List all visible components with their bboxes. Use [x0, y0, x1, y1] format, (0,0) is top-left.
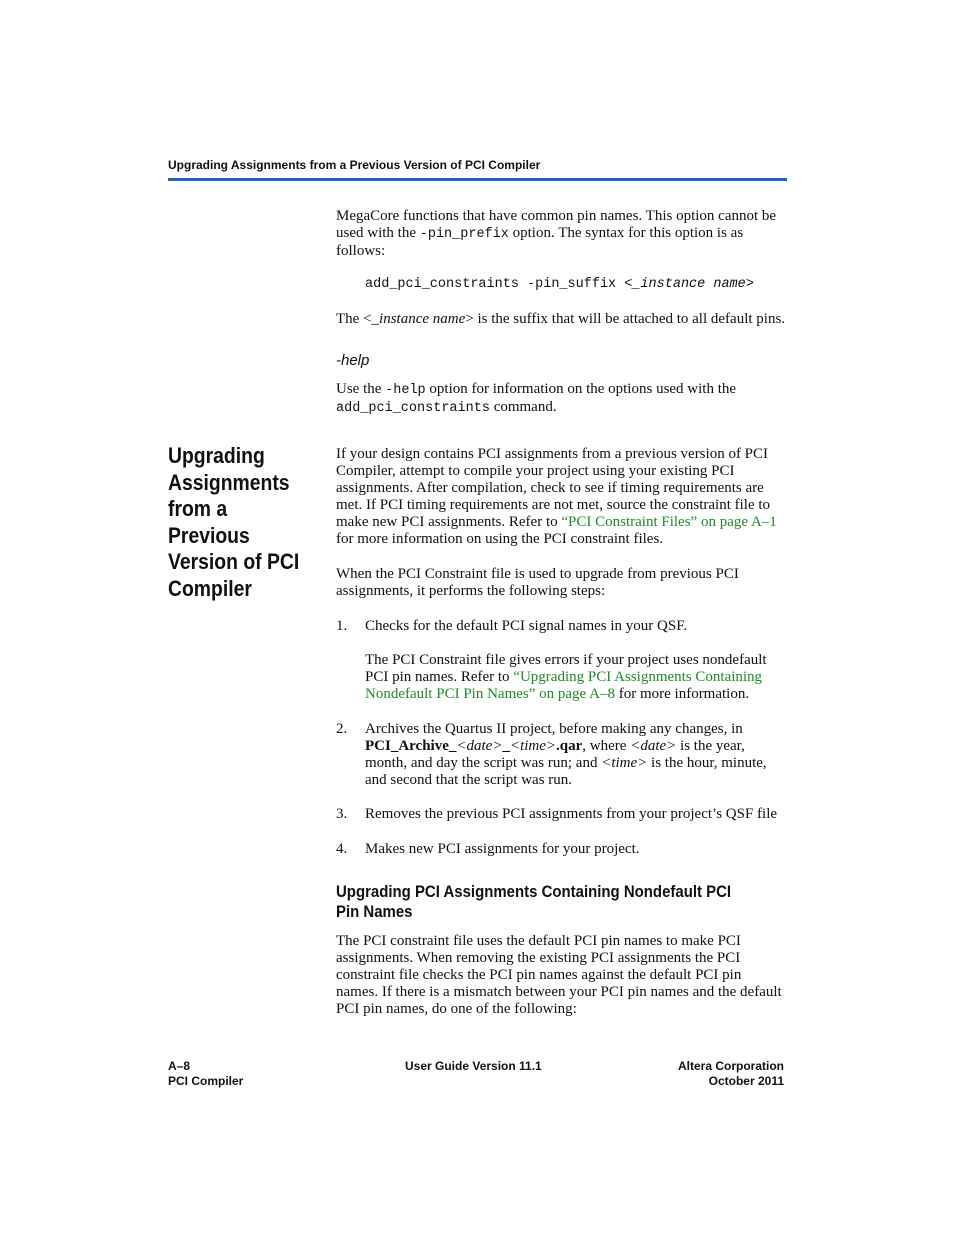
- step-text: Removes the previous PCI assignments from your project’s QSF file: [365, 806, 778, 822]
- step-text: Checks for the default PCI signal names in your QSF.: [365, 618, 688, 634]
- step-number: 2.: [336, 721, 348, 737]
- subsection-heading: Upgrading PCI Assignments Containing Nondefault PCI Pin Names: [336, 882, 732, 921]
- suffix-description: The <_instance name> is the suffix that will be attached to all default pins.: [336, 311, 786, 327]
- nondefault-pins-link[interactable]: “Upgrading PCI Assignments Containing Nondefault PCI Pin Names” on page A–8: [365, 669, 763, 702]
- step-text: Makes new PCI assignments for your project.: [365, 841, 640, 857]
- pin-prefix-code: -pin_prefix: [419, 227, 509, 242]
- step-note: The PCI Constraint file gives errors if your project uses nondefault PCI pin names. Refer to “Upgrading PCI Assignments Containing Nondefault PCI Pin Names” on page A–8 for more information.: [365, 652, 767, 702]
- step-number: 1.: [336, 618, 348, 634]
- section-heading: Upgrading Assignments from a Previous Version of PCI Compiler: [168, 443, 300, 601]
- running-header: Upgrading Assignments from a Previous Version of PCI Compiler: [168, 158, 541, 172]
- footer-date: October 2011: [708, 1074, 784, 1088]
- help-paragraph: Use the -help option for information on the options used with the add_pci_constraints command.: [336, 381, 737, 416]
- step-number: 3.: [336, 806, 348, 822]
- footer-company: Altera Corporation: [677, 1059, 784, 1073]
- step-number: 4.: [336, 841, 348, 857]
- step-text: Archives the Quartus II project, before making any changes, in PCI_Archive_<date>_<time>.qar, where <date> is the year, month, and day the script was run; and <time> is the hour, minute, and second that the script was run.: [365, 721, 767, 788]
- footer-product: PCI Compiler: [168, 1074, 244, 1088]
- section-paragraph-1: If your design contains PCI assignments from a previous version of PCI Compiler, attempt to compile your project using your existing PCI assignments. After compilation, check to see if timing requirements are met. If PCI timing requirements are not met, source the constraint file to make new PCI assignments. Refer to “PCI Constraint Files” on page A–1 for more information on using the PCI constraint files.: [336, 446, 777, 547]
- footer-page: A–8: [168, 1059, 191, 1073]
- constraint-files-link[interactable]: “PCI Constraint Files” on page A–1: [561, 514, 777, 530]
- syntax-line: add_pci_constraints -pin_suffix <_instance name>: [365, 277, 754, 292]
- section-paragraph-2: When the PCI Constraint file is used to upgrade from previous PCI assignments, it performs the following steps:: [336, 566, 739, 599]
- help-heading: -help: [336, 352, 370, 369]
- header-rule: [168, 178, 787, 181]
- footer-guide-version: User Guide Version 11.1: [405, 1059, 542, 1073]
- subsection-paragraph: The PCI constraint file uses the default PCI pin names to make PCI assignments. When removing the existing PCI assignments the PCI constraint file checks the PCI pin names against the default PCI pin names. If there is a mismatch between your PCI pin names and the default PCI pin names, do one of the following:: [336, 933, 782, 1017]
- intro-paragraph: MegaCore functions that have common pin names. This option cannot be used with the -pin_prefix option. The syntax for this option is as follows:: [336, 208, 777, 259]
